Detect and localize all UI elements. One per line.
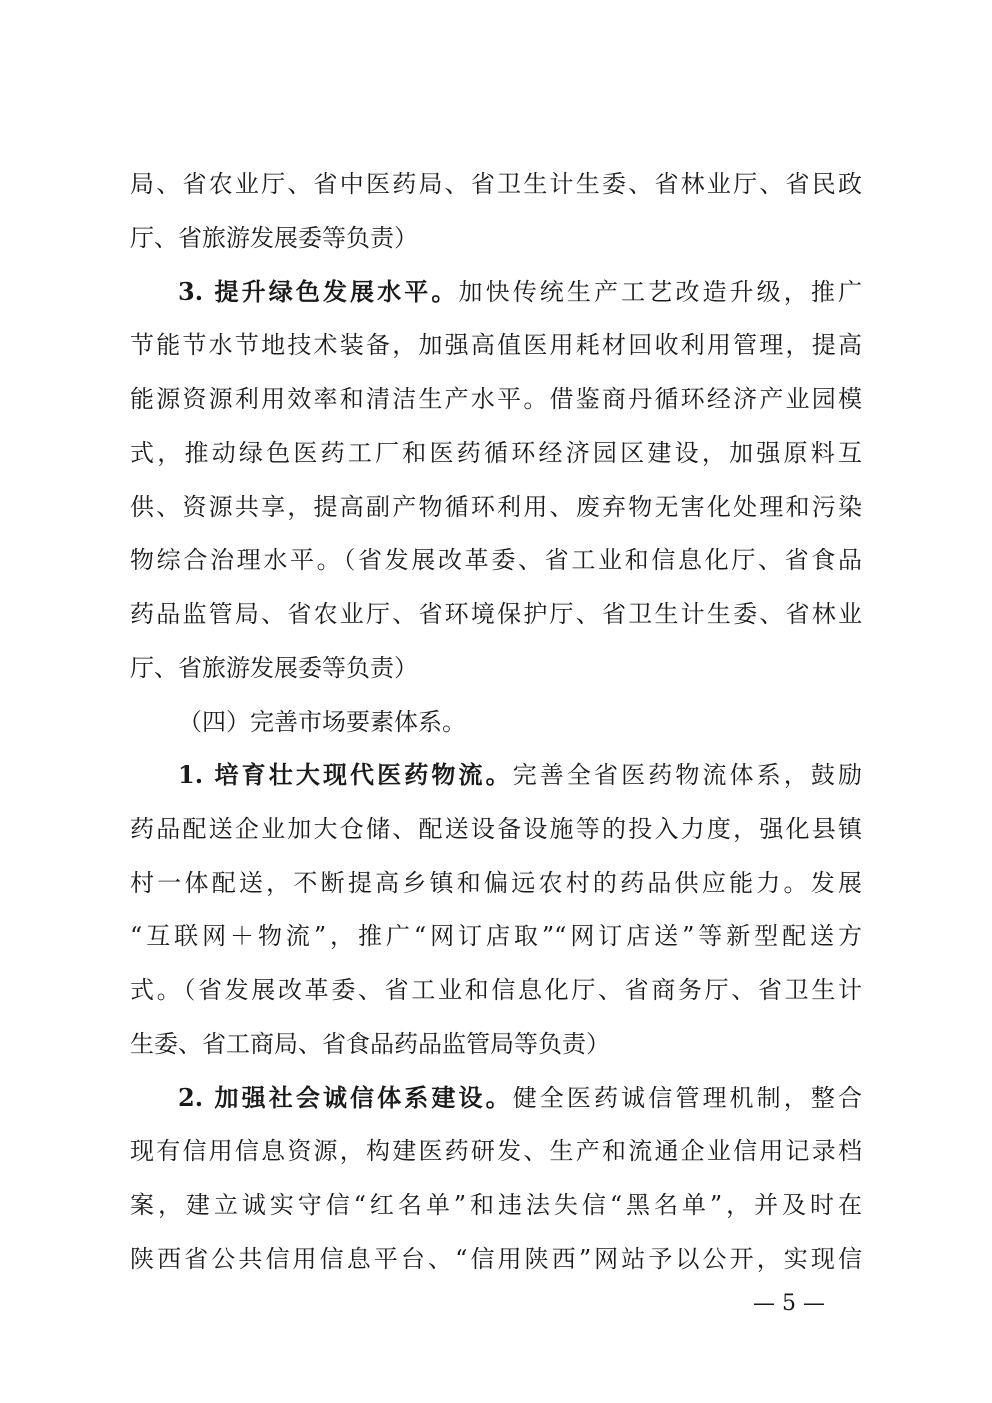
text-line: 案，建立诚实守信“红名单”和违法失信“黑名单”，并及时在 [130, 1191, 862, 1219]
text-line: 生委、省工商局、省食品药品监管局等负责） [130, 1030, 610, 1058]
text-line: 节能节水节地技术装备，加强高值医用耗材回收利用管理，提高 [130, 331, 862, 359]
item-3-heading: 3. 提升绿色发展水平。 [178, 277, 459, 306]
text-line: 局、省农业厅、省中医药局、省卫生计生委、省林业厅、省民政 [130, 170, 862, 198]
item-3-text: 加快传统生产工艺改造升级，推广 [458, 278, 862, 306]
text-line: 式。（省发展改革委、省工业和信息化厅、省商务厅、省卫生计 [130, 976, 862, 1004]
text-line: 物综合治理水平。（省发展改革委、省工业和信息化厅、省食品 [130, 546, 862, 574]
text-line: 能源资源利用效率和清洁生产水平。借鉴商丹循环经济产业园模 [130, 385, 862, 413]
text-line: 厅、省旅游发展委等负责） [130, 224, 418, 252]
item-2-paragraph-start [178, 1082, 862, 1114]
page-number: — 5 — [753, 1291, 825, 1316]
item-1-text: 完善全省医药物流体系，鼓励 [512, 761, 862, 789]
item-1-paragraph-start [178, 759, 862, 791]
item-3-paragraph-start [178, 276, 862, 308]
item-2-heading: 2. 加强社会诚信体系建设。 [178, 1083, 513, 1112]
text-line: 药品配送企业加大仓储、配送设备设施等的投入力度，强化县镇 [130, 815, 862, 843]
text-line: “互联网＋物流”，推广“网订店取”“网订店送”等新型配送方 [130, 922, 862, 950]
item-2-text: 健全医药诚信管理机制，整合 [512, 1084, 862, 1112]
text-line: 现有信用信息资源，构建医药研发、生产和流通企业信用记录档 [130, 1137, 862, 1165]
item-1-heading: 1. 培育壮大现代医药物流。 [178, 760, 513, 789]
text-line: 药品监管局、省农业厅、省环境保护厅、省卫生计生委、省林业 [130, 600, 862, 628]
text-line: 式，推动绿色医药工厂和医药循环经济园区建设，加强原料互 [130, 439, 862, 467]
section-heading: （四）完善市场要素体系。 [178, 708, 466, 736]
text-line: 村一体配送，不断提高乡镇和偏远农村的药品供应能力。发展 [130, 869, 862, 897]
text-line: 陕西省公共信用信息平台、“信用陕西”网站予以公开，实现信 [130, 1245, 862, 1273]
text-line: 供、资源共享，提高副产物循环利用、废弃物无害化处理和污染 [130, 493, 862, 521]
text-line: 厅、省旅游发展委等负责） [130, 654, 418, 682]
